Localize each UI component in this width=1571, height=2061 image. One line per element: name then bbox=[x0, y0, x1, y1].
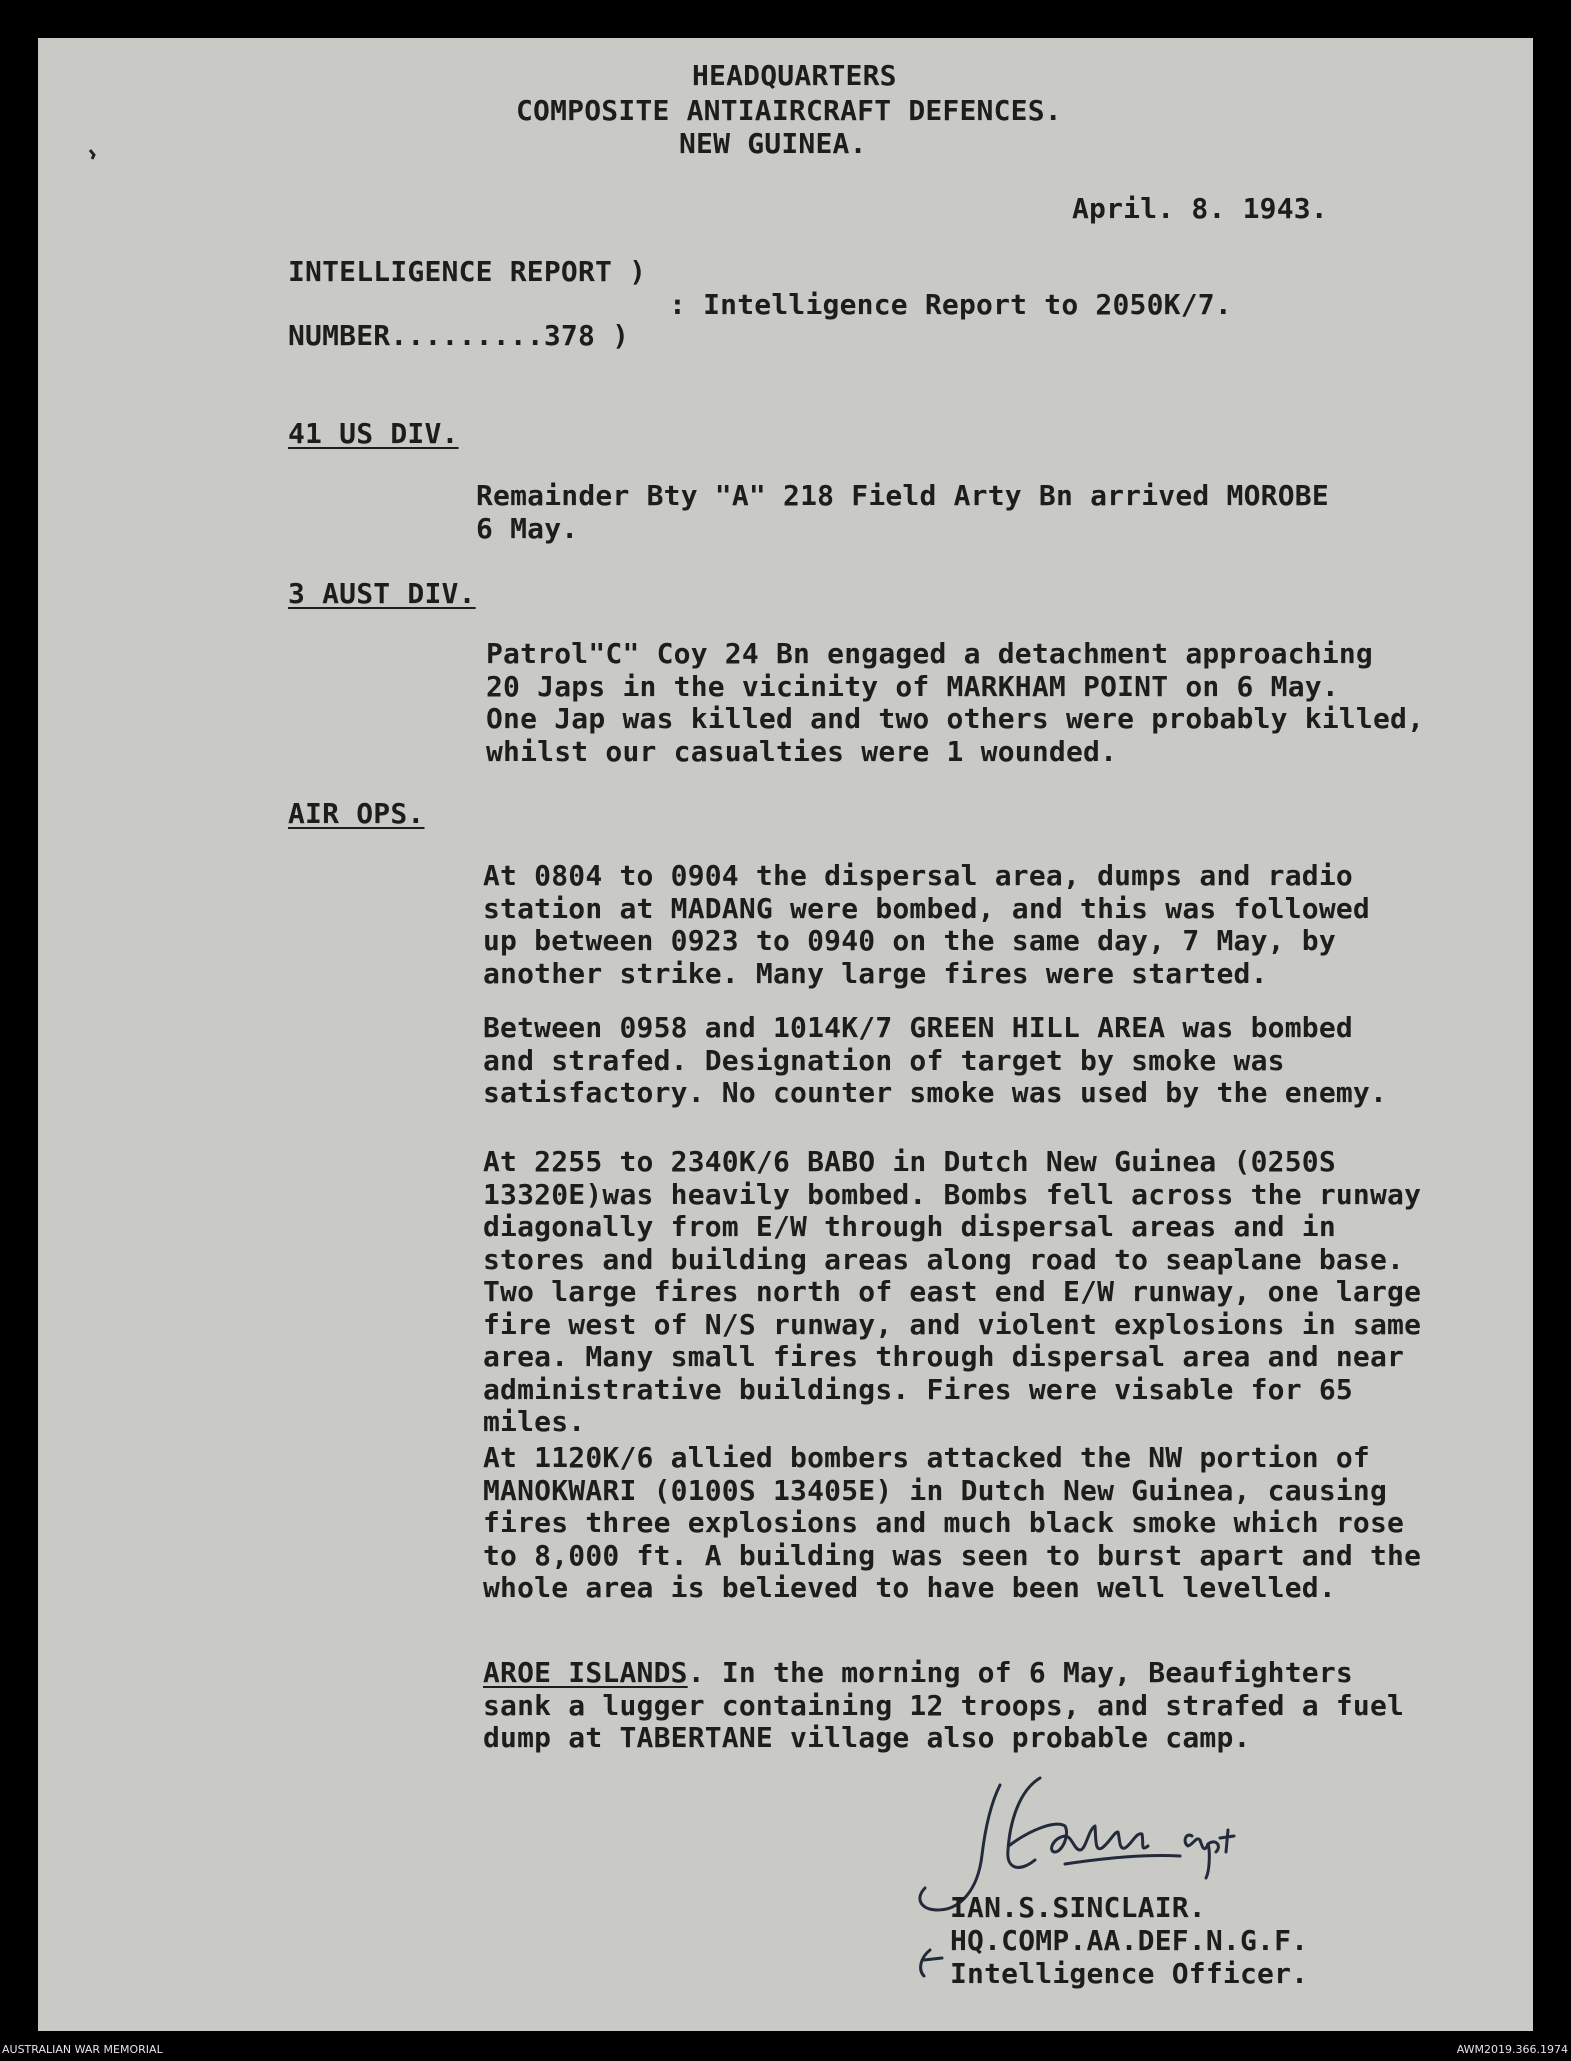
text-line bbox=[483, 1656, 1404, 1692]
text-line: 6 May. bbox=[476, 511, 579, 545]
section-heading-aust-div: 3 AUST DIV. bbox=[288, 577, 476, 610]
text-line: At 2255 to 2340K/6 BABO in Dutch New Guinea (0250S bbox=[483, 1145, 1336, 1178]
text-line: administrative buildings. Fires were visable for 65 bbox=[483, 1372, 1353, 1406]
signatory-title: Intelligence Officer. bbox=[950, 1957, 1309, 1990]
header-line-3: NEW GUINEA. bbox=[679, 127, 867, 160]
air-ops-paragraph-5 bbox=[483, 1656, 1405, 1757]
air-ops-paragraph-4 bbox=[483, 1441, 1422, 1607]
text-line: whole area is believed to have been well levelled. bbox=[483, 1571, 1336, 1604]
text-line: Between 0958 and 1014K/7 GREEN HILL AREA was bombed bbox=[483, 1011, 1353, 1044]
signatory-name: IAN.S.SINCLAIR. bbox=[950, 1891, 1206, 1924]
footer-accession-number: AWM2019.366.1974 bbox=[1456, 2043, 1568, 2056]
text-line: Two large fires north of east end E/W runway, one large bbox=[483, 1275, 1422, 1308]
text-line: miles. bbox=[483, 1405, 586, 1438]
report-date: April. 8. 1943. bbox=[1072, 192, 1328, 225]
text-line: At 0804 to 0904 the dispersal area, dumps and radio bbox=[483, 859, 1353, 892]
report-subject: : Intelligence Report to 2050K/7. bbox=[669, 288, 1232, 321]
report-label: INTELLIGENCE REPORT ) bbox=[288, 255, 647, 288]
text-line: 20 Japs in the vicinity of MARKHAM POINT on 6 May. bbox=[486, 669, 1339, 703]
text-line: up between 0923 to 0940 on the same day, 7 May, by bbox=[483, 924, 1336, 957]
section-heading-us-div: 41 US DIV. bbox=[288, 417, 459, 450]
text-line: MANOKWARI (0100S 13405E) in Dutch New Guinea, causing bbox=[483, 1473, 1388, 1507]
report-number: NUMBER.........378 ) bbox=[288, 319, 630, 352]
us-div-paragraph bbox=[476, 479, 1329, 547]
text-line: dump at TABERTANE village also probable camp. bbox=[483, 1721, 1251, 1754]
header-line-2: COMPOSITE ANTIAIRCRAFT DEFENCES. bbox=[516, 94, 1062, 127]
footer-credit: AUSTRALIAN WAR MEMORIAL bbox=[2, 2043, 163, 2056]
text-line: 13320E)was heavily bombed. Bombs fell across the runway bbox=[483, 1177, 1422, 1211]
text-line: diagonally from E/W through dispersal areas and in bbox=[483, 1210, 1336, 1243]
text-line: satisfactory. No counter smoke was used by the enemy. bbox=[483, 1076, 1388, 1109]
text-line: fire west of N/S runway, and violent explosions in same bbox=[483, 1307, 1422, 1341]
text-line: stores and building areas along road to seaplane base. bbox=[483, 1242, 1405, 1276]
air-ops-paragraph-2 bbox=[483, 1011, 1388, 1112]
text-fragment: . In the morning of 6 May, Beaufighters bbox=[687, 1656, 1353, 1689]
paper-marks bbox=[85, 135, 145, 175]
aust-div-paragraph bbox=[486, 637, 1425, 770]
text-line: Patrol"C" Coy 24 Bn engaged a detachment approaching bbox=[486, 637, 1373, 670]
text-line: At 1120K/6 allied bombers attacked the NW portion of bbox=[483, 1441, 1370, 1474]
text-line: another strike. Many large fires were started. bbox=[483, 956, 1268, 990]
text-line: sank a lugger containing 12 troops, and strafed a fuel bbox=[483, 1688, 1405, 1722]
text-line: area. Many small fires through dispersal area and near bbox=[483, 1340, 1405, 1373]
air-ops-paragraph-3 bbox=[483, 1145, 1422, 1441]
aroe-islands-heading: AROE ISLANDS bbox=[483, 1656, 688, 1689]
text-line: whilst our casualties were 1 wounded. bbox=[486, 734, 1118, 768]
text-line: and strafed. Designation of target by smoke was bbox=[483, 1043, 1285, 1077]
text-line: fires three explosions and much black smoke which rose bbox=[483, 1506, 1405, 1539]
text-line: station at MADANG were bombed, and this was followed bbox=[483, 891, 1370, 925]
section-heading-air-ops: AIR OPS. bbox=[288, 797, 425, 830]
header-line-1: HEADQUARTERS bbox=[692, 59, 897, 92]
air-ops-paragraph-1 bbox=[483, 859, 1370, 992]
text-line: to 8,000 ft. A building was seen to burst apart and the bbox=[483, 1538, 1422, 1572]
text-line: Remainder Bty "A" 218 Field Arty Bn arrived MOROBE bbox=[476, 479, 1329, 512]
text-line: One Jap was killed and two others were probably killed, bbox=[486, 702, 1425, 735]
signatory-unit: HQ.COMP.AA.DEF.N.G.F. bbox=[950, 1924, 1309, 1957]
